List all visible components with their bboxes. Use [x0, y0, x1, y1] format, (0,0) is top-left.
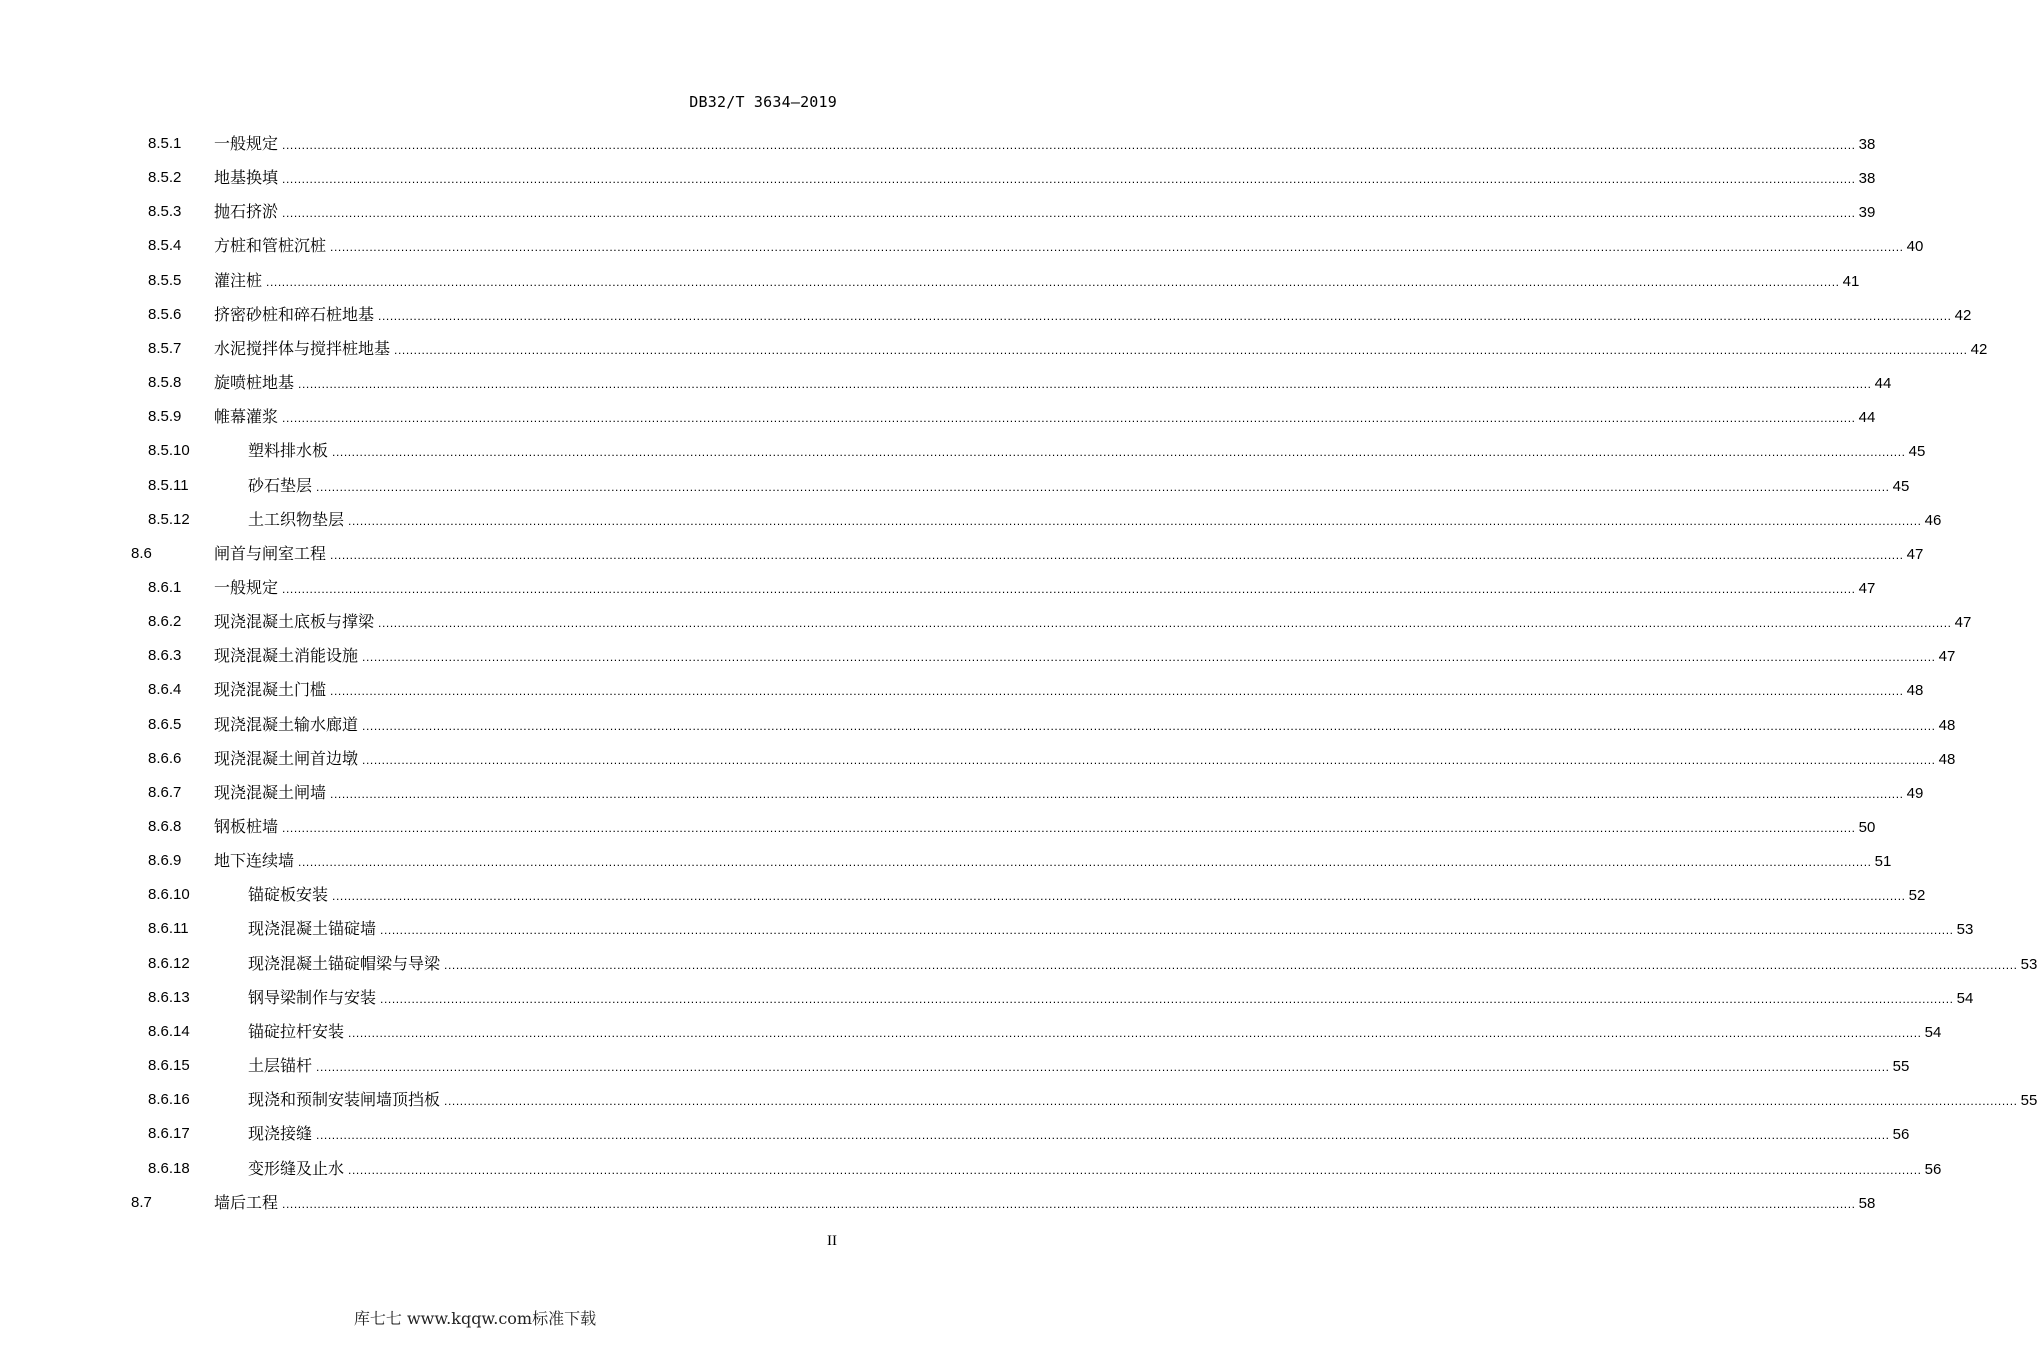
toc-entry-number: 8.6.17 — [148, 1125, 190, 1142]
toc-entry-number: 8.5.2 — [148, 169, 182, 186]
toc-entry-page: 50 — [1858, 819, 1876, 836]
toc-entry[interactable] — [0, 1083, 2037, 1117]
toc-entry-title: 现浇混凝土锚碇墙 — [248, 919, 377, 938]
toc-entry-title: 墙后工程 — [214, 1193, 279, 1212]
toc-entry-page: 56 — [1924, 1161, 1942, 1178]
toc-leader-dots: ................................................................................................................................................................................................................................................................................................................................................................................................................ — [380, 923, 1954, 937]
toc-entry[interactable] — [0, 195, 1876, 229]
toc-leader-dots: ................................................................................................................................................................................................................................................................................................................................................................................................................ — [348, 1163, 1922, 1177]
toc-entry-page: 53 — [1956, 921, 1974, 938]
toc-entry-page: 48 — [1938, 751, 1956, 768]
toc-entry[interactable] — [0, 400, 1876, 434]
toc-entry-number: 8.6.8 — [148, 818, 182, 835]
toc-leader-dots: ................................................................................................................................................................................................................................................................................................................................................................................................................ — [282, 582, 1856, 596]
toc-leader-dots: ................................................................................................................................................................................................................................................................................................................................................................................................................ — [362, 753, 1936, 767]
toc-leader-dots: ................................................................................................................................................................................................................................................................................................................................................................................................................ — [282, 206, 1856, 220]
toc-entry[interactable] — [0, 1186, 1876, 1220]
toc-entry-number: 8.6.13 — [148, 989, 190, 1006]
toc-entry-page: 47 — [1938, 648, 1956, 665]
toc-entry-number: 8.5.11 — [148, 477, 189, 494]
toc-entry-page: 38 — [1858, 136, 1876, 153]
toc-entry[interactable] — [0, 1152, 1942, 1186]
toc-leader-dots: ................................................................................................................................................................................................................................................................................................................................................................................................................ — [282, 821, 1856, 835]
toc-entry-title: 现浇混凝土闸首边墩 — [214, 749, 359, 768]
toc-entry-title: 塑料排水板 — [248, 441, 329, 460]
toc-entry-title: 钢板桩墙 — [214, 817, 279, 836]
toc-entry-number: 8.6.15 — [148, 1057, 190, 1074]
toc-entry[interactable] — [0, 639, 1956, 673]
toc-entry-number: 8.6.6 — [148, 750, 182, 767]
toc-entry[interactable] — [0, 469, 1910, 503]
toc-entry-title: 闸首与闸室工程 — [214, 544, 327, 563]
toc-entry[interactable] — [0, 742, 1956, 776]
toc-entry-page: 47 — [1906, 546, 1924, 563]
toc-entry-number: 8.6.5 — [148, 716, 182, 733]
toc-entry-page: 49 — [1906, 785, 1924, 802]
toc-entry[interactable] — [0, 298, 1972, 332]
toc-leader-dots: ................................................................................................................................................................................................................................................................................................................................................................................................................ — [378, 616, 1952, 630]
toc-entry-number: 8.5.5 — [148, 272, 182, 289]
toc-entry[interactable] — [0, 264, 1860, 298]
toc-entry-page: 54 — [1924, 1024, 1942, 1041]
toc-entry[interactable] — [0, 503, 1942, 537]
toc-entry-title: 一般规定 — [214, 134, 279, 153]
toc-entry-title: 挤密砂桩和碎石桩地基 — [214, 305, 375, 324]
toc-entry-page: 48 — [1906, 682, 1924, 699]
toc-entry-title: 水泥搅拌体与搅拌桩地基 — [214, 339, 391, 358]
toc-entry-page: 52 — [1908, 887, 1926, 904]
toc-leader-dots: ................................................................................................................................................................................................................................................................................................................................................................................................................ — [362, 719, 1936, 733]
toc-entry[interactable] — [0, 605, 1972, 639]
toc-entry-title: 帷幕灌浆 — [214, 407, 279, 426]
toc-entry-title: 现浇接缝 — [248, 1124, 313, 1143]
toc-entry-number: 8.5.10 — [148, 442, 190, 459]
toc-entry[interactable] — [0, 947, 2037, 981]
toc-leader-dots: ................................................................................................................................................................................................................................................................................................................................................................................................................ — [330, 684, 1904, 698]
toc-leader-dots: ................................................................................................................................................................................................................................................................................................................................................................................................................ — [330, 548, 1904, 562]
toc-entry-page: 38 — [1858, 170, 1876, 187]
toc-entry[interactable] — [0, 161, 1876, 195]
toc-entry[interactable] — [0, 229, 1924, 263]
toc-entry-page: 48 — [1938, 717, 1956, 734]
toc-entry[interactable] — [0, 571, 1876, 605]
toc-entry-title: 土工织物垫层 — [248, 510, 345, 529]
toc-entry[interactable] — [0, 844, 1892, 878]
toc-entry-page: 55 — [2020, 1092, 2037, 1109]
toc-entry-title: 变形缝及止水 — [248, 1159, 345, 1178]
toc-leader-dots: ................................................................................................................................................................................................................................................................................................................................................................................................................ — [330, 240, 1904, 254]
toc-entry-number: 8.6.11 — [148, 920, 189, 937]
toc-entry-page: 46 — [1924, 512, 1942, 529]
toc-leader-dots: ................................................................................................................................................................................................................................................................................................................................................................................................................ — [378, 309, 1952, 323]
toc-leader-dots: ................................................................................................................................................................................................................................................................................................................................................................................................................ — [282, 411, 1856, 425]
toc-leader-dots: ................................................................................................................................................................................................................................................................................................................................................................................................................ — [282, 172, 1856, 186]
toc-entry-page: 45 — [1892, 478, 1910, 495]
toc-entry[interactable] — [0, 810, 1876, 844]
toc-entry-page: 42 — [1954, 307, 1972, 324]
toc-entry[interactable] — [0, 878, 1926, 912]
toc-entry[interactable] — [0, 537, 1924, 571]
toc-entry-number: 8.6.9 — [148, 852, 182, 869]
toc-entry[interactable] — [0, 127, 1876, 161]
toc-entry-number: 8.7 — [131, 1194, 152, 1211]
toc-entry-number: 8.5.1 — [148, 135, 182, 152]
toc-leader-dots: ................................................................................................................................................................................................................................................................................................................................................................................................................ — [444, 1094, 2018, 1108]
toc-entry-page: 47 — [1954, 614, 1972, 631]
toc-entry[interactable] — [0, 708, 1956, 742]
toc-leader-dots: ................................................................................................................................................................................................................................................................................................................................................................................................................ — [282, 1197, 1856, 1211]
toc-entry-title: 一般规定 — [214, 578, 279, 597]
toc-entry-title: 锚碇板安装 — [248, 885, 329, 904]
toc-entry-title: 现浇混凝土锚碇帽梁与导梁 — [248, 954, 441, 973]
toc-leader-dots: ................................................................................................................................................................................................................................................................................................................................................................................................................ — [316, 480, 1890, 494]
toc-entry-number: 8.6.4 — [148, 681, 182, 698]
toc-entry-title: 灌注桩 — [214, 271, 263, 290]
toc-entry-number: 8.6.12 — [148, 955, 190, 972]
toc-entry[interactable] — [0, 1015, 1942, 1049]
toc-entry-number: 8.6.3 — [148, 647, 182, 664]
toc-leader-dots: ................................................................................................................................................................................................................................................................................................................................................................................................................ — [282, 138, 1856, 152]
toc-entry-number: 8.5.3 — [148, 203, 182, 220]
toc-entry[interactable] — [0, 1049, 1910, 1083]
toc-entry[interactable] — [0, 1117, 1910, 1151]
toc-entry-number: 8.5.8 — [148, 374, 182, 391]
toc-entry-page: 42 — [1970, 341, 1988, 358]
toc-entry-number: 8.5.9 — [148, 408, 182, 425]
toc-leader-dots: ................................................................................................................................................................................................................................................................................................................................................................................................................ — [266, 275, 1840, 289]
toc-entry[interactable] — [0, 912, 1974, 946]
toc-leader-dots: ................................................................................................................................................................................................................................................................................................................................................................................................................ — [444, 958, 2018, 972]
toc-entry-title: 现浇混凝土闸墙 — [214, 783, 327, 802]
toc-leader-dots: ................................................................................................................................................................................................................................................................................................................................................................................................................ — [362, 650, 1936, 664]
toc-entry-number: 8.6.1 — [148, 579, 182, 596]
toc-entry-title: 现浇混凝土输水廊道 — [214, 715, 359, 734]
toc-entry-number: 8.6 — [131, 545, 152, 562]
toc-entry-title: 现浇和预制安装闸墙顶挡板 — [248, 1090, 441, 1109]
toc-entry[interactable] — [0, 776, 1924, 810]
toc-leader-dots: ................................................................................................................................................................................................................................................................................................................................................................................................................ — [348, 514, 1922, 528]
toc-entry-number: 8.6.18 — [148, 1160, 190, 1177]
toc-leader-dots: ................................................................................................................................................................................................................................................................................................................................................................................................................ — [298, 855, 1872, 869]
toc-entry-number: 8.6.16 — [148, 1091, 190, 1108]
toc-entry-page: 54 — [1956, 990, 1974, 1007]
toc-entry-title: 方桩和管桩沉桩 — [214, 236, 327, 255]
toc-leader-dots: ................................................................................................................................................................................................................................................................................................................................................................................................................ — [316, 1128, 1890, 1142]
toc-entry[interactable] — [0, 981, 1974, 1015]
toc-leader-dots: ................................................................................................................................................................................................................................................................................................................................................................................................................ — [394, 343, 1968, 357]
toc-entry-title: 砂石垫层 — [248, 476, 313, 495]
toc-leader-dots: ................................................................................................................................................................................................................................................................................................................................................................................................................ — [380, 992, 1954, 1006]
toc-entry-page: 47 — [1858, 580, 1876, 597]
standard-code-header: DB32/T 3634—2019 — [689, 93, 837, 111]
watermark-text: 库七七 www.kqqw.com标准下载 — [353, 1309, 597, 1328]
toc-entry[interactable] — [0, 673, 1924, 707]
toc-entry-page: 44 — [1858, 409, 1876, 426]
toc-entry-title: 现浇混凝土门槛 — [214, 680, 327, 699]
toc-leader-dots: ................................................................................................................................................................................................................................................................................................................................................................................................................ — [298, 377, 1872, 391]
toc-entry-number: 8.5.7 — [148, 340, 182, 357]
toc-leader-dots: ................................................................................................................................................................................................................................................................................................................................................................................................................ — [332, 445, 1906, 459]
toc-entry-number: 8.5.12 — [148, 511, 190, 528]
toc-entry-page: 40 — [1906, 238, 1924, 255]
toc-entry-number: 8.6.14 — [148, 1023, 190, 1040]
toc-entry-page: 58 — [1858, 1195, 1876, 1212]
toc-entry-title: 旋喷桩地基 — [214, 373, 295, 392]
toc-entry-page: 51 — [1874, 853, 1892, 870]
toc-entry-number: 8.6.7 — [148, 784, 182, 801]
toc-leader-dots: ................................................................................................................................................................................................................................................................................................................................................................................................................ — [348, 1026, 1922, 1040]
toc-leader-dots: ................................................................................................................................................................................................................................................................................................................................................................................................................ — [316, 1060, 1890, 1074]
toc-entry-page: 39 — [1858, 204, 1876, 221]
toc-leader-dots: ................................................................................................................................................................................................................................................................................................................................................................................................................ — [332, 889, 1906, 903]
toc-entry-page: 41 — [1842, 273, 1860, 290]
toc-entry-page: 56 — [1892, 1126, 1910, 1143]
toc-entry-title: 土层锚杆 — [248, 1056, 313, 1075]
toc-entry-page: 44 — [1874, 375, 1892, 392]
toc-entry-page: 45 — [1908, 443, 1926, 460]
toc-entry-title: 地基换填 — [214, 168, 279, 187]
toc-entry-title: 锚碇拉杆安装 — [248, 1022, 345, 1041]
toc-entry-title: 现浇混凝土消能设施 — [214, 646, 359, 665]
toc-entry-number: 8.6.10 — [148, 886, 190, 903]
toc-entry-title: 抛石挤淤 — [214, 202, 279, 221]
toc-entry-title: 钢导梁制作与安装 — [248, 988, 377, 1007]
toc-entry-title: 现浇混凝土底板与撑梁 — [214, 612, 375, 631]
toc-entry[interactable] — [0, 434, 1926, 468]
toc-leader-dots: ................................................................................................................................................................................................................................................................................................................................................................................................................ — [330, 787, 1904, 801]
toc-entry[interactable] — [0, 332, 1988, 366]
toc-entry-number: 8.5.4 — [148, 237, 182, 254]
toc-entry-page: 55 — [1892, 1058, 1910, 1075]
page-number-roman: II — [827, 1233, 837, 1249]
toc-entry-number: 8.5.6 — [148, 306, 182, 323]
toc-entry-title: 地下连续墙 — [214, 851, 295, 870]
toc-entry-number: 8.6.2 — [148, 613, 182, 630]
toc-entry[interactable] — [0, 366, 1892, 400]
toc-entry-page: 53 — [2020, 956, 2037, 973]
